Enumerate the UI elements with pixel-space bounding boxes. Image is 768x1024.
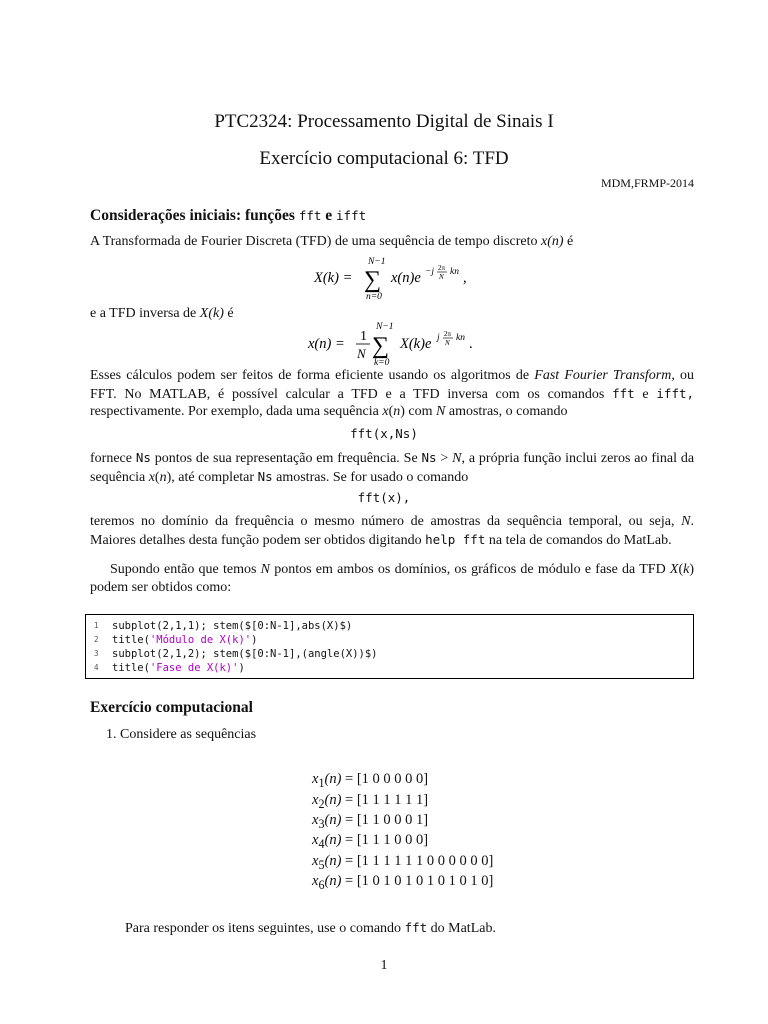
code-line: 4 title( 'Fase de X(k)' ) bbox=[94, 661, 245, 674]
svg-text:2π: 2π bbox=[438, 264, 446, 272]
code-listing bbox=[85, 614, 694, 679]
page-number: 1 bbox=[380, 958, 388, 973]
svg-text:∑: ∑ bbox=[364, 267, 382, 293]
details-paragraph: teremos no domínio da frequência o mesmo número de amostras da sequência temporal, ou seja, N. Maiores detalhes desta função podem ser obtidos digitando help fft na tela de comandos do MatLab. bbox=[90, 514, 695, 548]
sequence-x1: $x_1(n) = [1$ 0 0 0 0 0] bbox=[312, 771, 429, 790]
sequence-x4: $x_4(n) = [1$ 1 1 0 0 0] bbox=[312, 832, 429, 851]
svg-text:−j: −j bbox=[425, 267, 435, 277]
svg-text:k=0: k=0 bbox=[374, 358, 390, 368]
svg-text:N: N bbox=[357, 346, 366, 361]
svg-text:2π: 2π bbox=[444, 330, 452, 338]
svg-text:N: N bbox=[445, 339, 450, 347]
svg-text:∑: ∑ bbox=[372, 333, 390, 359]
fft-paragraph: Esses cálculos podem ser feitos de forma eficiente usando os algoritmos de Fast Fourier Transform, ou FFT. No MATLAB, é possível calcular a TFD e a TFD inversa com os comandos fft e ifft, respectivamente. Por exemplo, dada uma sequência x(n) com N amostras, o comando bbox=[90, 368, 695, 419]
document-subtitle: Exercício computacional 6: TFD bbox=[259, 148, 509, 169]
author-line: MDM,FRMP-2014 bbox=[600, 176, 694, 190]
var-xn: x bbox=[382, 404, 389, 419]
idft-equation bbox=[300, 320, 500, 370]
sequence-x2: $x_2(n) = [1$ 1 1 1 1 1] bbox=[312, 792, 429, 811]
intro-paragraph: A Transformada de Fourier Discreta (TFD) de uma sequência de tempo discreto x(n) é bbox=[90, 234, 574, 249]
svg-text:X(k)e: X(k)e bbox=[400, 336, 432, 352]
list-item-1: 1. Considere as sequências bbox=[106, 727, 257, 742]
svg-text:1: 1 bbox=[360, 329, 367, 344]
svg-text:kn: kn bbox=[450, 267, 459, 277]
code-line: 2 title( 'Módulo de X(k)' ) bbox=[94, 633, 258, 646]
command-fft-xns: fft(x,Ns) bbox=[350, 426, 418, 441]
code-line: 1 subplot(2,1,1); stem($[0:N-1],abs(X)$) bbox=[94, 619, 353, 632]
svg-text:kn: kn bbox=[456, 333, 465, 343]
sequence-x5: $x_5(n) = [1$ 1 1 1 1 1 0 0 0 0 0 0] bbox=[312, 853, 494, 872]
svg-text:N−1: N−1 bbox=[376, 322, 394, 332]
code-line: 3 subplot(2,1,2); stem($[0:N-1],(angle(X))$) bbox=[94, 647, 378, 660]
svg-text:N−1: N−1 bbox=[368, 257, 386, 267]
sequence-x6: $x_6(n) = [1$ 0 1 0 1 0 1 0 1 0 1 0] bbox=[312, 873, 494, 892]
svg-text:n=0: n=0 bbox=[366, 292, 382, 302]
plot-paragraph: Supondo então que temos N pontos em ambos os domínios, os gráficos de módulo e fase da TFD X(k) podem ser obtidos como: bbox=[90, 562, 695, 595]
ns-paragraph: fornece Ns pontos de sua representação em frequência. Se Ns > N, a própria função inclui zeros ao final da sequência x(n), até completar Ns amostras. Se for usado o comando bbox=[90, 450, 695, 485]
document-title: PTC2324: Processamento Digital de Sinais I bbox=[214, 111, 554, 132]
svg-text:.: . bbox=[469, 336, 473, 352]
svg-text:N: N bbox=[439, 273, 444, 281]
svg-text:X(k) =: X(k) = bbox=[314, 270, 353, 286]
section-heading-considerations: Considerações iniciais: funções fft e ifft bbox=[90, 207, 367, 224]
svg-text:j: j bbox=[437, 333, 440, 343]
command-fft-x: fft(x), bbox=[357, 490, 411, 505]
closing-instruction: Para responder os itens seguintes, use o comando fft do MatLab. bbox=[125, 920, 496, 936]
sequence-x3: $x_3(n) = [1$ 1 0 0 0 1] bbox=[312, 812, 429, 831]
svg-text:,: , bbox=[463, 270, 467, 286]
section-heading-exercise: Exercício computacional bbox=[90, 699, 253, 716]
dft-equation bbox=[300, 252, 500, 306]
var-n: N bbox=[436, 404, 446, 419]
svg-text:x(n) =: x(n) = bbox=[308, 336, 345, 352]
inverse-intro: e a TFD inversa de X(k) é bbox=[90, 306, 234, 321]
svg-text:x(n)e: x(n)e bbox=[391, 270, 421, 286]
